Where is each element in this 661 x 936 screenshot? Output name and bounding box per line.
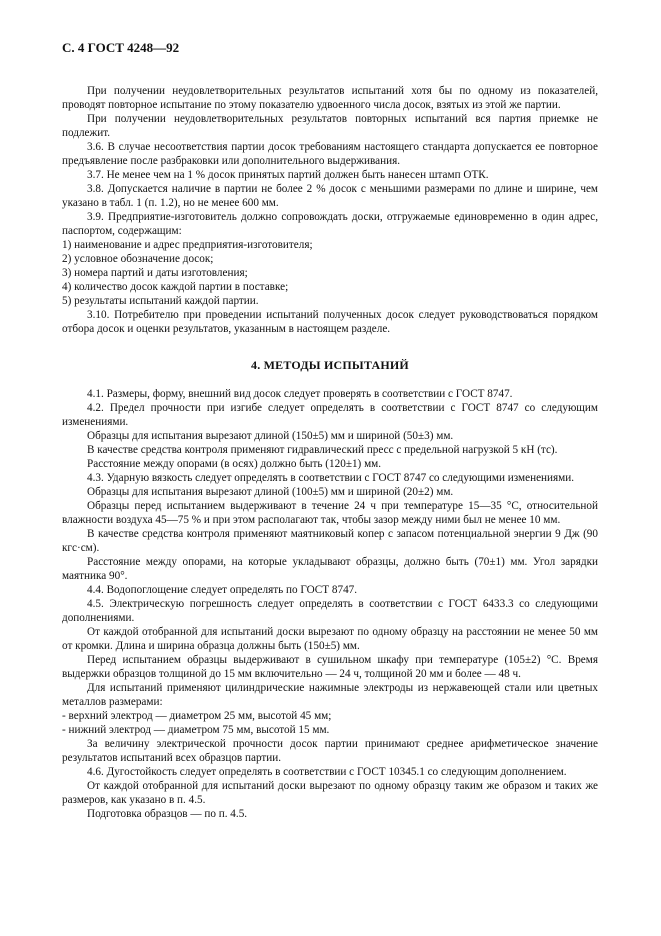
paragraph: 3.10. Потребителю при проведении испытаний полученных досок следует руководствоваться порядком отбора досок и оценки результатов, указанным в настоящем разделе. xyxy=(62,309,598,335)
paragraph: Подготовка образцов — по п. 4.5. xyxy=(87,808,248,820)
paragraph: Образцы для испытания вырезают длиной (100±5) мм и шириной (20±2) мм. xyxy=(87,486,454,498)
paragraph: 4.5. Электрическую погрешность следует определять в соответствии с ГОСТ 6433.3 со следующими дополнениями. xyxy=(62,598,598,624)
paragraph: В качестве средства контроля применяют гидравлический пресс с предельной нагрузкой 5 кН (тс). xyxy=(87,444,558,456)
list-item: 4) количество досок каждой партии в поставке; xyxy=(62,281,289,293)
paragraph: Образцы для испытания вырезают длиной (150±5) мм и шириной (50±3) мм. xyxy=(87,430,454,442)
paragraph: 4.1. Размеры, форму, внешний вид досок следует проверять в соответствии с ГОСТ 8747. xyxy=(87,388,513,400)
paragraph: В качестве средства контроля применяют маятниковый копер с запасом потенциальной энергии 9 Дж (90 кгс·см). xyxy=(62,528,598,554)
paragraph: За величину электрической прочности досок партии принимают среднее арифметическое значение результатов испытаний всех образцов партии. xyxy=(62,738,598,764)
paragraph: 3.9. Предприятие-изготовитель должно сопровождать доски, отгружаемые единовременно в один адрес, паспортом, содержащим: xyxy=(62,211,598,237)
paragraph: 3.8. Допускается наличие в партии не более 2 % досок с меньшими размерами по длине и ширине, чем указано в табл. 1 (п. 1.2), но не менее 600 мм. xyxy=(62,183,598,209)
section-title: 4. МЕТОДЫ ИСПЫТАНИЙ xyxy=(251,358,409,372)
paragraph: 4.2. Предел прочности при изгибе следует определять в соответствии с ГОСТ 8747 со следующим изменениями. xyxy=(62,402,598,428)
paragraph: Перед испытанием образцы выдерживают в сушильном шкафу при температуре (105±2) °С. Время выдержки образцов толщиной до 15 мм включительно — 24 ч, толщиной 20 мм и более — 48 ч. xyxy=(62,654,598,680)
list-item: 2) условное обозначение досок; xyxy=(62,253,214,265)
paragraph: 3.6. В случае несоответствия партии досок требованиям настоящего стандарта допускается ее повторное предъявление после разбраковки или дополнительного выдерживания. xyxy=(62,141,598,167)
paragraph: 4.3. Ударную вязкость следует определять в соответствии с ГОСТ 8747 со следующими изменениями. xyxy=(87,472,575,484)
paragraph: От каждой отобранной для испытаний доски вырезают по одному образцу на расстоянии не менее 50 мм от кромки. Длина и ширина образца должны быть (150±5) мм. xyxy=(62,626,598,652)
paragraph: Расстояние между опорами (в осях) должно быть (120±1) мм. xyxy=(87,458,382,470)
paragraph: 3.7. Не менее чем на 1 % досок принятых партий должен быть нанесен штамп ОТК. xyxy=(87,169,489,181)
section-3-text xyxy=(62,84,598,336)
paragraph: При получении неудовлетворительных результатов повторных испытаний вся партия приемке не подлежит. xyxy=(62,113,598,139)
list-item: - верхний электрод — диаметром 25 мм, высотой 45 мм; xyxy=(62,710,332,722)
page-header: С. 4 ГОСТ 4248—92 xyxy=(62,40,180,55)
paragraph: 4.4. Водопоглощение следует определять по ГОСТ 8747. xyxy=(87,584,358,596)
list-item: 1) наименование и адрес предприятия-изготовителя; xyxy=(62,239,313,251)
page xyxy=(62,40,598,821)
list-item: 3) номера партий и даты изготовления; xyxy=(62,267,248,279)
paragraph: Расстояние между опорами, на которые укладывают образцы, должно быть (70±1) мм. Угол зарядки маятника 90°. xyxy=(62,556,598,582)
paragraph: От каждой отобранной для испытаний доски вырезают по одному образцу таким же образом и таких же размеров, как указано в п. 4.5. xyxy=(62,780,598,806)
section-4-text xyxy=(62,387,598,821)
paragraph: 4.6. Дугостойкость следует определять в соответствии с ГОСТ 10345.1 со следующим дополнением. xyxy=(87,766,567,778)
paragraph: При получении неудовлетворительных результатов испытаний хотя бы по одному из показателей, проводят повторное испытание по этому показателю удвоенного числа досок, взятых из этой же партии. xyxy=(62,85,598,111)
paragraph: Образцы перед испытанием выдерживают в течение 24 ч при температуре 15—35 °С, относительной влажности воздуха 45—75 % и при этом располагают так, чтобы зазор между ними был не менее 10 мм. xyxy=(62,500,598,526)
paragraph: Для испытаний применяют цилиндрические нажимные электроды из нержавеющей стали или цветных металлов размерами: xyxy=(62,682,598,708)
list-item: 5) результаты испытаний каждой партии. xyxy=(62,295,259,307)
list-item: - нижний электрод — диаметром 75 мм, высотой 15 мм. xyxy=(62,724,330,736)
